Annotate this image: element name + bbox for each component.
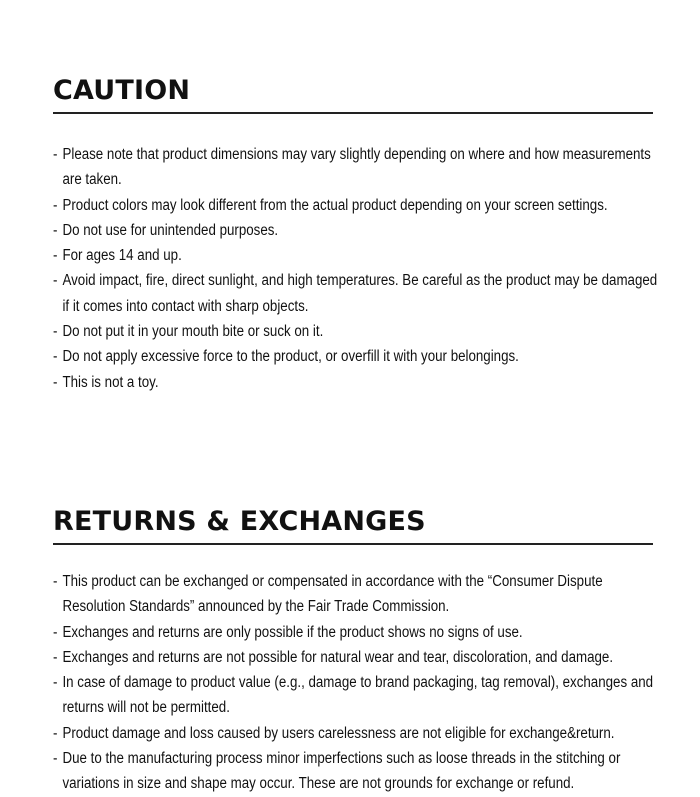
returns-item: - Due to the manufacturing process minor imperfections such as loose threads in the stitching or variations in size and shape may occur. These are not grounds for exchange or refund. bbox=[53, 746, 661, 797]
returns-item: - Exchanges and returns are not possible for natural wear and tear, discoloration, and damage. bbox=[53, 645, 661, 670]
returns-item: - This product can be exchanged or compensated in accordance with the “Consumer Dispute Resolution Standards” announced by the Fair Trade Commission. bbox=[53, 569, 661, 620]
caution-item: - Do not use for unintended purposes. bbox=[53, 218, 661, 243]
returns-item: - Product damage and loss caused by users carelessness are not eligible for exchange&return. bbox=[53, 721, 661, 746]
caution-section bbox=[53, 74, 658, 395]
caution-item: - Product colors may look different from the actual product depending on your screen settings. bbox=[53, 193, 661, 218]
returns-exchanges-list bbox=[53, 569, 653, 797]
returns-item: - Exchanges and returns are only possible if the product shows no signs of use. bbox=[53, 620, 661, 645]
returns-item: - In case of damage to product value (e.g., damage to brand packaging, tag removal), exchanges and returns will not be permitted. bbox=[53, 670, 661, 721]
caution-item: - Do not put it in your mouth bite or suck on it. bbox=[53, 319, 661, 344]
caution-item: - For ages 14 and up. bbox=[53, 243, 661, 268]
caution-item: - Do not apply excessive force to the product, or overfill it with your belongings. bbox=[53, 344, 661, 369]
returns-exchanges-section bbox=[53, 505, 653, 797]
returns-exchanges-heading: RETURNS & EXCHANGES bbox=[53, 505, 653, 545]
caution-item: - Please note that product dimensions may vary slightly depending on where and how measurements are taken. bbox=[53, 142, 661, 193]
caution-item: - Avoid impact, fire, direct sunlight, and high temperatures. Be careful as the product may be damaged if it comes into contact with sharp objects. bbox=[53, 268, 661, 319]
caution-list bbox=[53, 142, 658, 395]
caution-item: - This is not a toy. bbox=[53, 370, 661, 395]
caution-heading: CAUTION bbox=[53, 74, 653, 114]
